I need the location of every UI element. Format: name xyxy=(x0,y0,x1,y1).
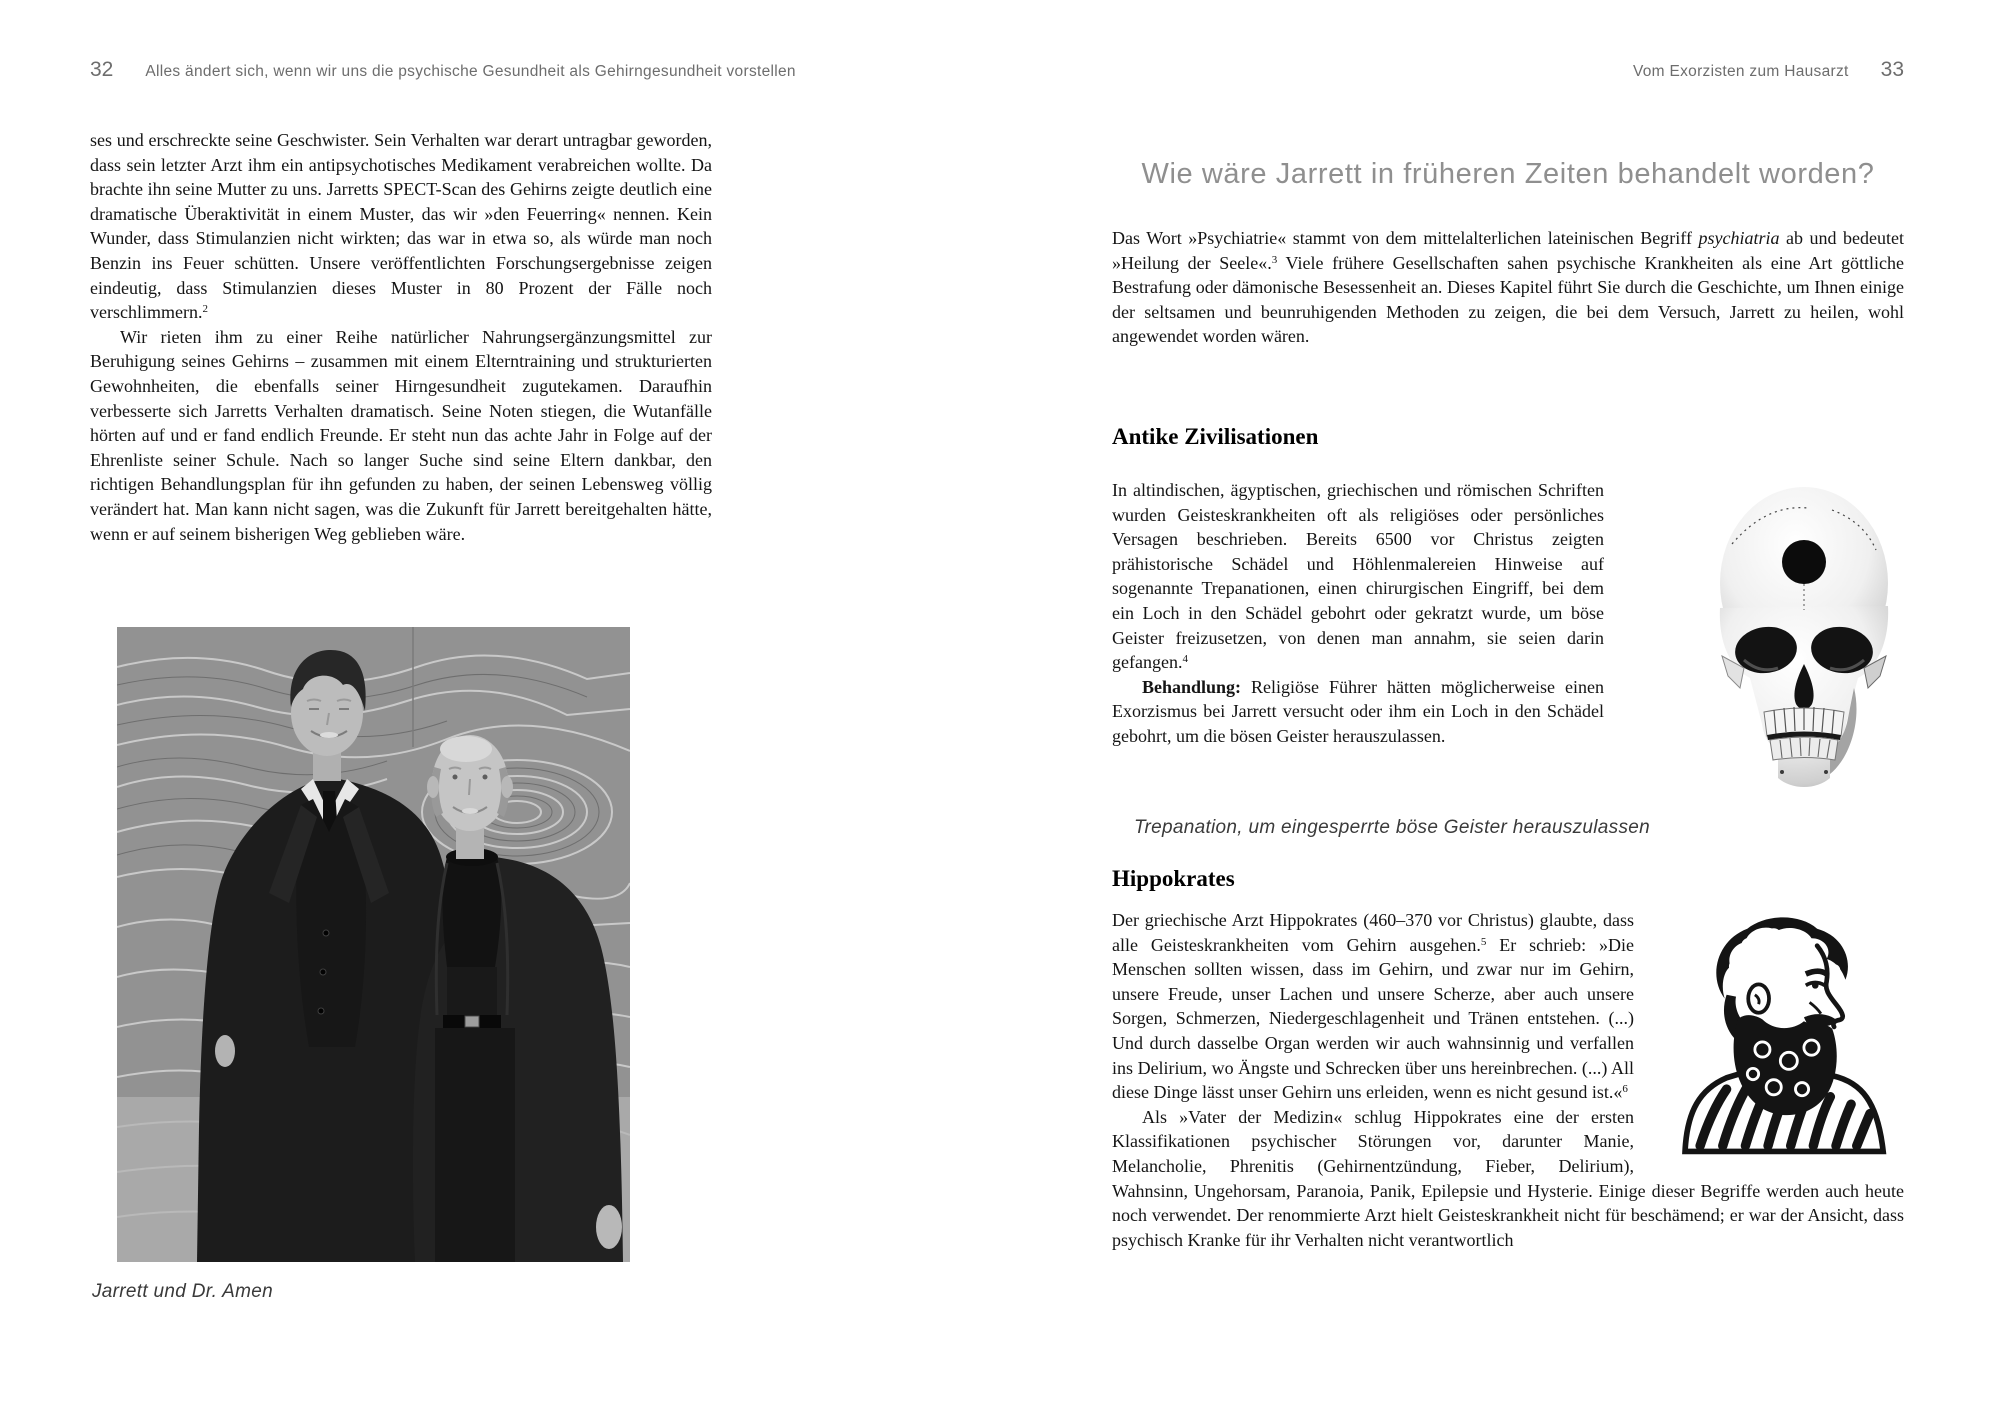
intro-text-a: Das Wort »Psychiatrie« stammt von dem mittelalterlichen lateinischen Begriff xyxy=(1112,228,1699,248)
chapter-question-title: Wie wäre Jarrett in früheren Zeiten behandelt worden? xyxy=(1141,158,1875,190)
right-running-header xyxy=(1112,58,1904,82)
footnote-2-marker: 2 xyxy=(202,303,208,316)
right-page-number: 33 xyxy=(1880,58,1904,81)
hippocrates-bust-illustration xyxy=(1668,908,1904,1158)
left-paragraph-2: Wir rieten ihm zu einer Reihe natürlicher Nahrungsergänzungsmittel zur Beruhigung seines Gehirns – zusammen mit einem Elterntraining und strukturierten Gewohnheiten, die ebenfalls seiner Hirngesundheit zugutekamen. Daraufhin verbesserte sich Jarretts Verhalten dramatisch. Seine Noten stiegen, die Wutanfälle hörten auf und er fand endlich Freunde. Er steht nun das achte Jahr in Folge auf der Ehrenliste seiner Schule. Nach so langer Suche sind seine Eltern dankbar, den richtigen Behandlungsplan für ihn gefunden zu haben, der seinen Lebensweg völlig verändert hat. Man kann nicht sagen, was die Zukunft für Jarrett bereitgehalten hätte, wenn er auf seinem bisherigen Weg geblieben wäre. xyxy=(90,326,712,544)
jarrett-and-dr-amen-photo xyxy=(117,627,630,1262)
left-running-title: Alles ändert sich, wenn wir uns die psychische Gesundheit als Gehirngesundheit vorstellen xyxy=(145,63,796,80)
hippocrates-section xyxy=(1112,908,1904,1252)
left-page-number: 32 xyxy=(90,58,114,81)
section-heading-antiquity: Antike Zivilisationen xyxy=(1112,424,1319,449)
treatment-label: Behandlung: xyxy=(1142,676,1242,697)
latin-term: psychiatria xyxy=(1698,228,1780,248)
hippocrates-figure-container xyxy=(1634,908,1904,1160)
footnote-4-marker: 4 xyxy=(1182,653,1188,666)
antiquity-section xyxy=(1112,478,1904,841)
hippocrates-text-a: Der griechische Arzt Hippokrates (460–370 vor Christus) glaubte, dass alle Geisteskrankheiten vom Gehirn ausgehen. xyxy=(1112,910,1634,955)
section-heading-hippocrates: Hippokrates xyxy=(1112,866,1235,891)
skull-figure-container xyxy=(1604,478,1904,800)
footnote-5-marker: 5 xyxy=(1480,935,1487,948)
intro-paragraph xyxy=(1112,226,1904,349)
intro-text-c: Viele frühere Gesellschaften sahen psychische Krankheiten als eine Art göttliche Bestrafung oder dämonische Besessenheit an. Dieses Kapitel führt Sie durch die Geschichte, um Ihnen einige der seltsamen und beunruhigenden Methoden zu zeigen, die bei dem Versuch, Jarrett zu heilen, wohl angewendet worden wären. xyxy=(1112,252,1904,347)
photo-caption: Jarrett und Dr. Amen xyxy=(92,1281,273,1302)
hippocrates-paragraph-2: Als »Vater der Medizin« schlug Hippokrates eine der ersten Klassifikationen psychischer Störungen vor, darunter Manie, Melancholie, Phrenitis (Gehirnentzündung, Fieber, Delirium), Wahnsinn, Ungehorsam, Paranoia, Panik, Epilepsie und Hysterie. Einige dieser Begriffe werden auch heute noch verwendet. Der renommierte Arzt hielt Geisteskrankheit nicht für beschämend; er war der Ansicht, dass psychisch Kranke für ihr Verhalten nicht verantwortlich xyxy=(1112,1106,1904,1250)
trepanation-caption: Trepanation, um eingesperrte böse Geister herauszulassen xyxy=(1134,817,1651,838)
trepanned-skull-illustration xyxy=(1704,478,1904,798)
left-body-text xyxy=(90,128,712,546)
treatment-text: Religiöse Führer hätten möglicherweise einen Exorzismus bei Jarrett versucht oder ihm ein Loch in den Schädel gebohrt, um die bösen Geister herauszulassen. xyxy=(1112,676,1604,746)
footnote-3-marker: 3 xyxy=(1271,253,1278,266)
left-paragraph-1 xyxy=(90,128,712,325)
antiquity-paragraph-text: In altindischen, ägyptischen, griechischen und römischen Schriften wurden Geisteskrankheiten oft als religiöses oder persönliches Versagen beschrieben. Bereits 6500 vor Christus zeigten prähistorische Schädel und Höhlenmalereien Hinweise auf sogenannte Trepanationen, einen chirurgischen Eingriff, bei dem ein Loch in den Schädel gebohrt oder gekratzt wurde, um böse Geister freizusetzen, von denen man annahm, sie seien darin gefangen. xyxy=(1112,480,1604,673)
left-paragraph-1-text: ses und erschreckte seine Geschwister. Sein Verhalten war derart untragbar geworden, dass sein letzter Arzt ihm ein antipsychotisches Medikament verabreichen wollte. Da brachte ihn seine Mutter zu uns. Jarretts SPECT-Scan des Gehirns zeigte deutlich eine dramatische Überaktivität in einem Muster, das wir »den Feuerring« nennen. Kein Wunder, dass Stimulanzien nicht wirkten; das war in etwa so, als würde man noch Benzin ins Feuer schütten. Unsere veröffentlichten Forschungsergebnisse zeigen eindeutig, dass Stimulanzien dieses Muster in 80 Prozent der Fälle noch verschlimmern. xyxy=(90,130,712,323)
right-running-title: Vom Exorzisten zum Hausarzt xyxy=(1632,63,1849,80)
intro-text-b: ab und bedeutet »Heilung der Seele«. xyxy=(1112,228,1904,273)
left-running-header xyxy=(90,58,796,82)
hippocrates-text-b: Er schrieb: »Die Menschen sollten wissen, dass im Gehirn, und zwar nur im Gehirn, unsere Freude, unser Lachen und unsere Scherze, aber auch unsere Sorgen, Schmerzen, Niedergeschlagenheit und Tränen entstehen. (...) Und durch dasselbe Organ werden wir auch wahnsinnig und verfallen ins Delirium, wo Ängste und Schrecken über uns hereinbrechen. (...) All diese Dinge lässt unser Gehirn uns erleiden, wenn es nicht gesund ist.« xyxy=(1112,934,1634,1103)
jarrett-photo-illustration xyxy=(117,627,630,1262)
footnote-6-marker: 6 xyxy=(1622,1083,1628,1096)
